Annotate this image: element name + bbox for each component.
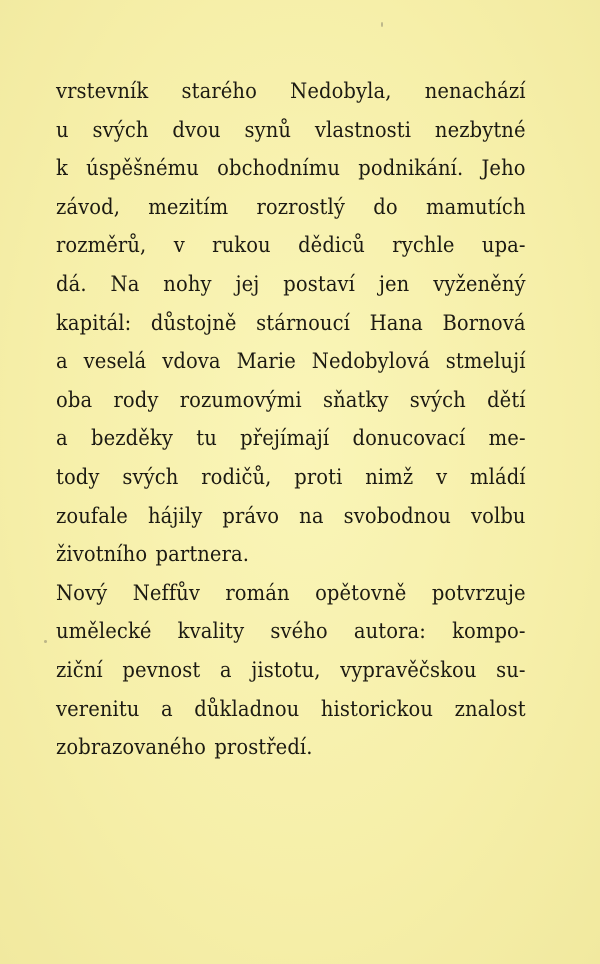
text-line — [56, 497, 526, 536]
paper-speck — [381, 22, 383, 27]
word: u — [56, 117, 69, 142]
word: k — [56, 156, 68, 181]
text-line — [56, 419, 526, 458]
word: nezbytné — [434, 117, 526, 142]
word: jej — [235, 271, 260, 296]
word: zobrazovaného — [56, 735, 206, 760]
word: historickou — [320, 696, 434, 721]
word: donucovací — [352, 426, 466, 451]
text-line — [56, 111, 526, 150]
word: synů — [244, 117, 292, 142]
word: svého — [270, 619, 328, 644]
word: rozumovými — [179, 387, 302, 412]
word: závod, — [56, 194, 120, 219]
word: prostředí. — [214, 735, 313, 760]
word: a — [161, 696, 173, 721]
word: v — [173, 233, 185, 258]
word: vypravěčskou — [340, 657, 477, 682]
word: v — [436, 464, 448, 489]
word: pevnost — [122, 657, 201, 682]
word: a — [56, 349, 68, 374]
word: tody — [56, 464, 100, 489]
word: svých — [122, 464, 179, 489]
word: rychle — [392, 233, 455, 258]
word: stárnoucí — [256, 310, 350, 335]
word: rodičů, — [201, 464, 272, 489]
word: mezitím — [148, 194, 229, 219]
word: Na — [110, 271, 140, 296]
word: rody — [113, 387, 159, 412]
paper-speck — [44, 640, 47, 643]
word: kvality — [177, 619, 245, 644]
word: tu — [196, 426, 217, 451]
text-line — [56, 690, 526, 729]
word: nimž — [365, 464, 414, 489]
word: životního — [56, 542, 148, 567]
word: a — [56, 426, 68, 451]
word: autora: — [353, 619, 426, 644]
text-line — [56, 574, 526, 613]
word: a — [219, 657, 232, 682]
word: zoufale — [56, 503, 128, 528]
word: kompo- — [452, 619, 526, 644]
word: kapitál: — [56, 310, 132, 335]
word: mamutích — [426, 194, 526, 219]
text-line — [56, 612, 526, 651]
word: dvou — [172, 117, 221, 142]
word: nohy — [163, 271, 212, 296]
word: umělecké — [56, 619, 152, 644]
word: vlastnosti — [314, 117, 412, 142]
word: Nový — [56, 580, 108, 605]
word: svobodnou — [343, 503, 451, 528]
word: znalost — [454, 696, 526, 721]
word: rozrostlý — [256, 194, 345, 219]
word: su- — [496, 657, 526, 682]
word: mládí — [470, 464, 526, 489]
word: dětí — [487, 387, 526, 412]
word: rozměrů, — [56, 233, 147, 258]
word: bezděky — [91, 426, 173, 451]
word: stmelují — [445, 349, 526, 374]
word: Nedobyla, — [290, 79, 392, 103]
word: do — [373, 194, 398, 219]
word: na — [299, 503, 324, 528]
word: partnera. — [155, 542, 250, 567]
word: Bornová — [442, 310, 526, 335]
text-line — [56, 149, 526, 188]
word: Jeho — [481, 156, 526, 181]
text-line — [56, 458, 526, 497]
text-line — [56, 265, 526, 304]
text-line — [56, 342, 526, 381]
word: dědiců — [298, 233, 365, 258]
word: ziční — [56, 657, 103, 682]
word: hájily — [147, 503, 203, 528]
word: vyženěný — [433, 271, 526, 296]
word: me- — [488, 426, 526, 451]
word: svých — [409, 387, 466, 412]
word: volbu — [470, 503, 526, 528]
text-line — [56, 188, 526, 227]
word: jistotu, — [251, 657, 321, 682]
word: verenitu — [56, 696, 140, 721]
word: úspěšnému — [86, 156, 199, 181]
word: jen — [378, 271, 410, 296]
word: nenachází — [424, 79, 526, 103]
word: přejímají — [240, 426, 330, 451]
word: Hana — [369, 310, 423, 335]
word: rukou — [212, 233, 271, 258]
text-line — [56, 72, 526, 111]
text-line — [56, 381, 526, 420]
word: veselá — [83, 349, 147, 374]
word: důkladnou — [194, 696, 300, 721]
word: opětovně — [315, 580, 407, 605]
word: Neffův — [132, 580, 200, 605]
word: dá. — [56, 271, 87, 296]
word: podnikání. — [358, 156, 464, 181]
word: proti — [294, 464, 343, 489]
word: postaví — [283, 271, 356, 296]
word: Marie — [236, 349, 296, 374]
text-line — [56, 651, 526, 690]
word: oba — [56, 387, 93, 412]
text-block — [56, 72, 526, 767]
word: starého — [181, 79, 257, 103]
word: vdova — [162, 349, 221, 374]
text-line — [56, 226, 526, 265]
text-line — [56, 304, 526, 343]
word: potvrzuje — [431, 580, 526, 605]
word: svých — [92, 117, 149, 142]
word: vrstevník — [56, 79, 149, 103]
text-line — [56, 728, 526, 767]
word: obchodnímu — [217, 156, 341, 181]
word: důstojně — [150, 310, 237, 335]
word: román — [225, 580, 290, 605]
text-line — [56, 535, 526, 574]
word: právo — [222, 503, 280, 528]
word: upa- — [481, 233, 526, 258]
word: Nedobylová — [311, 349, 430, 374]
word: sňatky — [322, 387, 389, 412]
